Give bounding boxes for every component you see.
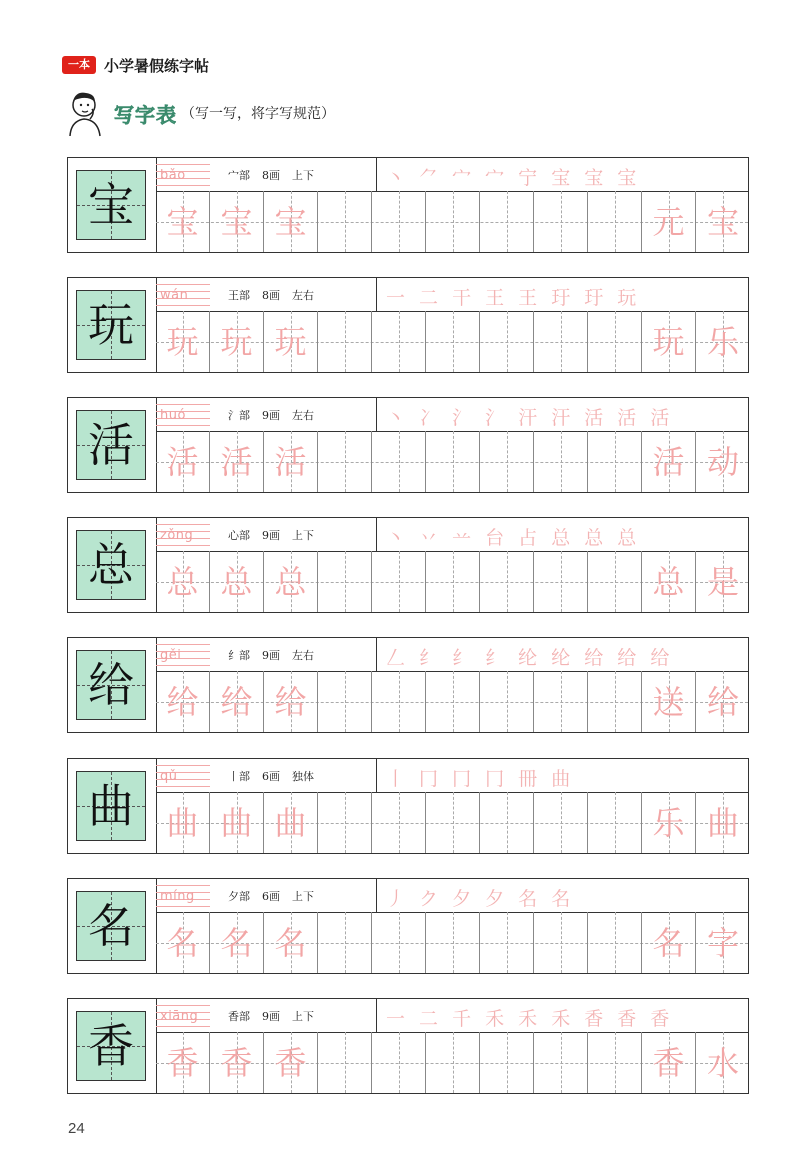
practice-cell[interactable] <box>480 912 534 973</box>
book-title: 小学暑假练字帖 <box>104 56 210 75</box>
trace-character: 香 <box>220 1043 253 1082</box>
trace-character: 名 <box>220 923 253 962</box>
practice-cell[interactable] <box>264 792 318 853</box>
character-card <box>67 637 749 733</box>
practice-cell[interactable] <box>210 431 264 492</box>
pinyin-box <box>156 759 210 792</box>
practice-cell[interactable] <box>372 431 426 492</box>
strokes-count-label: 8画 <box>262 169 280 182</box>
word-character: 水 <box>706 1043 739 1082</box>
practice-cell[interactable] <box>480 431 534 492</box>
model-character: 宝 <box>88 178 134 232</box>
practice-cell[interactable] <box>642 671 696 732</box>
character-card <box>67 157 749 253</box>
practice-cell[interactable] <box>210 1032 264 1093</box>
practice-cell[interactable] <box>480 551 534 612</box>
practice-cell[interactable] <box>480 191 534 252</box>
character-info <box>228 407 326 423</box>
stroke-order: 𠃋 纟 纟 纟 纶 纶 给 给 给 <box>386 647 674 669</box>
character-card <box>67 878 749 974</box>
child-thinking-icon <box>62 89 108 137</box>
strokes-count-label: 6画 <box>262 770 280 783</box>
section-heading <box>62 88 335 138</box>
word-character: 送 <box>652 682 685 721</box>
practice-cell[interactable] <box>480 311 534 372</box>
pinyin-box <box>156 999 210 1032</box>
model-character-box <box>76 410 146 480</box>
practice-cell[interactable] <box>588 551 642 612</box>
radical-label: 香部 <box>228 1010 250 1023</box>
radical-label: 宀部 <box>228 169 250 182</box>
trace-character: 宝 <box>166 202 199 241</box>
pinyin-box <box>156 518 210 551</box>
practice-cell[interactable] <box>264 551 318 612</box>
practice-cell[interactable] <box>696 1032 750 1093</box>
stroke-order: 一 二 千 禾 禾 禾 香 香 香 <box>386 1008 674 1030</box>
trace-character: 香 <box>166 1043 199 1082</box>
word-character: 是 <box>706 562 739 601</box>
word-character: 宝 <box>706 202 739 241</box>
model-character-box <box>76 771 146 841</box>
practice-cell[interactable] <box>210 792 264 853</box>
model-character-box <box>76 530 146 600</box>
practice-cell[interactable] <box>318 1032 372 1093</box>
practice-cell[interactable] <box>642 191 696 252</box>
practice-cell[interactable] <box>642 912 696 973</box>
trace-character: 名 <box>274 923 307 962</box>
pinyin-box <box>156 398 210 431</box>
trace-character: 曲 <box>166 803 199 842</box>
stroke-order: 丶 ⺈ 宀 宀 宁 宝 宝 宝 <box>386 167 641 189</box>
practice-cell[interactable] <box>372 912 426 973</box>
practice-cell[interactable] <box>534 1032 588 1093</box>
practice-grid <box>156 191 748 252</box>
section-title: 写字表 <box>114 102 177 127</box>
header <box>62 52 209 78</box>
strokes-count-label: 9画 <box>262 409 280 422</box>
practice-cell[interactable] <box>588 311 642 372</box>
practice-cell[interactable] <box>588 431 642 492</box>
model-character: 总 <box>88 538 134 592</box>
strokes-count-label: 8画 <box>262 289 280 302</box>
structure-label: 上下 <box>292 1010 314 1023</box>
practice-cell[interactable] <box>588 671 642 732</box>
trace-character: 宝 <box>274 202 307 241</box>
word-character: 乐 <box>706 322 739 361</box>
practice-cell[interactable] <box>264 912 318 973</box>
word-character: 名 <box>652 923 685 962</box>
trace-character: 总 <box>166 562 199 601</box>
practice-grid <box>156 1032 748 1093</box>
practice-cell[interactable] <box>426 551 480 612</box>
character-card <box>67 397 749 493</box>
trace-character: 给 <box>274 682 307 721</box>
structure-label: 独体 <box>292 770 314 783</box>
practice-cell[interactable] <box>588 191 642 252</box>
practice-cell[interactable] <box>642 551 696 612</box>
trace-character: 总 <box>274 562 307 601</box>
practice-cell[interactable] <box>264 1032 318 1093</box>
practice-cell[interactable] <box>426 311 480 372</box>
practice-cell[interactable] <box>210 191 264 252</box>
trace-character: 名 <box>166 923 199 962</box>
practice-cell[interactable] <box>372 311 426 372</box>
strokes-count-label: 9画 <box>262 529 280 542</box>
character-card <box>67 998 749 1094</box>
model-character-box <box>76 290 146 360</box>
stroke-order: 丶 冫 氵 氵 汗 汗 活 活 活 <box>386 407 674 429</box>
model-character-box <box>76 891 146 961</box>
practice-cell[interactable] <box>210 311 264 372</box>
practice-cell[interactable] <box>156 191 210 252</box>
practice-cell[interactable] <box>426 912 480 973</box>
brand-badge: 一本 <box>62 56 96 74</box>
character-info <box>228 167 326 183</box>
character-info <box>228 768 326 784</box>
practice-cell[interactable] <box>534 311 588 372</box>
strokes-count-label: 6画 <box>262 890 280 903</box>
pinyin-box <box>156 158 210 191</box>
pinyin-text: zǒng <box>160 528 194 543</box>
practice-cell[interactable] <box>642 311 696 372</box>
practice-cell[interactable] <box>642 1032 696 1093</box>
model-character: 名 <box>88 899 134 953</box>
practice-cell[interactable] <box>534 191 588 252</box>
practice-cell[interactable] <box>426 792 480 853</box>
radical-label: 夕部 <box>228 890 250 903</box>
structure-label: 左右 <box>292 649 314 662</box>
stroke-order: 丶 丷 䒑 台 占 总 总 总 <box>386 527 641 549</box>
radical-label: 心部 <box>228 529 250 542</box>
model-character: 曲 <box>88 779 134 833</box>
practice-cell[interactable] <box>696 912 750 973</box>
structure-label: 上下 <box>292 529 314 542</box>
practice-cell[interactable] <box>696 792 750 853</box>
trace-character: 总 <box>220 562 253 601</box>
pinyin-text: gěi <box>160 648 182 663</box>
practice-cell[interactable] <box>534 792 588 853</box>
pinyin-text: huó <box>160 408 186 423</box>
practice-cell[interactable] <box>696 551 750 612</box>
character-info <box>228 287 326 303</box>
practice-grid <box>156 792 748 853</box>
practice-cell[interactable] <box>642 431 696 492</box>
character-card <box>67 758 749 854</box>
character-card <box>67 517 749 613</box>
practice-cell[interactable] <box>480 671 534 732</box>
word-character: 乐 <box>652 803 685 842</box>
structure-label: 左右 <box>292 289 314 302</box>
page-number: 24 <box>68 1120 85 1137</box>
practice-cell[interactable] <box>372 671 426 732</box>
practice-cell[interactable] <box>372 191 426 252</box>
practice-cell[interactable] <box>318 551 372 612</box>
radical-label: 纟部 <box>228 649 250 662</box>
pinyin-text: míng <box>160 889 195 904</box>
word-character: 活 <box>652 442 685 481</box>
trace-character: 香 <box>274 1043 307 1082</box>
practice-cell[interactable] <box>588 912 642 973</box>
practice-cell[interactable] <box>534 431 588 492</box>
practice-cell[interactable] <box>264 311 318 372</box>
character-info <box>228 888 326 904</box>
practice-grid <box>156 311 748 372</box>
stroke-order: 一 二 干 王 王 玗 玗 玩 <box>386 287 641 309</box>
practice-cell[interactable] <box>696 311 750 372</box>
practice-cell[interactable] <box>372 1032 426 1093</box>
word-character: 曲 <box>706 803 739 842</box>
practice-cell[interactable] <box>318 671 372 732</box>
practice-cell[interactable] <box>318 311 372 372</box>
word-character: 给 <box>706 682 739 721</box>
stroke-order: 丨 冂 冂 冂 冊 曲 <box>386 768 575 790</box>
trace-character: 玩 <box>220 322 253 361</box>
practice-cell[interactable] <box>156 912 210 973</box>
practice-cell[interactable] <box>264 671 318 732</box>
structure-label: 上下 <box>292 890 314 903</box>
model-character: 活 <box>88 418 134 472</box>
practice-cell[interactable] <box>318 431 372 492</box>
practice-cell[interactable] <box>264 431 318 492</box>
practice-cell[interactable] <box>426 191 480 252</box>
model-character: 给 <box>88 658 134 712</box>
model-character-box <box>76 170 146 240</box>
radical-label: 氵部 <box>228 409 250 422</box>
model-character-box <box>76 1011 146 1081</box>
practice-cell[interactable] <box>588 1032 642 1093</box>
practice-cell[interactable] <box>696 671 750 732</box>
word-character: 字 <box>706 923 739 962</box>
word-character: 总 <box>652 562 685 601</box>
practice-cell[interactable] <box>372 792 426 853</box>
character-info <box>228 647 326 663</box>
word-character: 香 <box>652 1043 685 1082</box>
pinyin-box <box>156 879 210 912</box>
radical-label: 丨部 <box>228 770 250 783</box>
practice-cell[interactable] <box>264 191 318 252</box>
pinyin-box <box>156 278 210 311</box>
practice-cell[interactable] <box>318 912 372 973</box>
practice-cell[interactable] <box>156 671 210 732</box>
practice-cell[interactable] <box>696 431 750 492</box>
practice-cell[interactable] <box>642 792 696 853</box>
trace-character: 玩 <box>274 322 307 361</box>
practice-grid <box>156 671 748 732</box>
practice-cell[interactable] <box>156 792 210 853</box>
character-card <box>67 277 749 373</box>
trace-character: 活 <box>166 442 199 481</box>
pinyin-text: xiāng <box>160 1009 199 1024</box>
practice-cell[interactable] <box>426 1032 480 1093</box>
trace-character: 曲 <box>220 803 253 842</box>
practice-cell[interactable] <box>696 191 750 252</box>
pinyin-text: bǎo <box>160 168 186 183</box>
character-info <box>228 527 326 543</box>
character-info <box>228 1008 326 1024</box>
practice-cell[interactable] <box>156 551 210 612</box>
practice-grid <box>156 551 748 612</box>
trace-character: 活 <box>274 442 307 481</box>
pinyin-box <box>156 638 210 671</box>
practice-cell[interactable] <box>318 792 372 853</box>
practice-grid <box>156 431 748 492</box>
practice-cell[interactable] <box>534 551 588 612</box>
word-character: 玩 <box>652 322 685 361</box>
model-character: 玩 <box>88 298 134 352</box>
practice-cell[interactable] <box>534 671 588 732</box>
trace-character: 宝 <box>220 202 253 241</box>
word-character: 动 <box>706 442 739 481</box>
trace-character: 给 <box>166 682 199 721</box>
practice-cell[interactable] <box>534 912 588 973</box>
practice-cell[interactable] <box>480 792 534 853</box>
strokes-count-label: 9画 <box>262 649 280 662</box>
structure-label: 左右 <box>292 409 314 422</box>
practice-grid <box>156 912 748 973</box>
stroke-order: 丿 ク 夕 夕 名 名 <box>386 888 575 910</box>
practice-cell[interactable] <box>426 431 480 492</box>
practice-cell[interactable] <box>480 1032 534 1093</box>
section-subtitle: （写一写，将字写规范） <box>181 106 335 122</box>
pinyin-text: qǔ <box>160 769 178 784</box>
practice-cell[interactable] <box>156 431 210 492</box>
practice-cell[interactable] <box>156 311 210 372</box>
practice-cell[interactable] <box>210 671 264 732</box>
strokes-count-label: 9画 <box>262 1010 280 1023</box>
practice-cell[interactable] <box>426 671 480 732</box>
trace-character: 玩 <box>166 322 199 361</box>
practice-cell[interactable] <box>210 551 264 612</box>
trace-character: 活 <box>220 442 253 481</box>
model-character-box <box>76 650 146 720</box>
radical-label: 王部 <box>228 289 250 302</box>
trace-character: 曲 <box>274 803 307 842</box>
word-character: 元 <box>652 202 685 241</box>
practice-cell[interactable] <box>372 551 426 612</box>
trace-character: 给 <box>220 682 253 721</box>
model-character: 香 <box>88 1019 134 1073</box>
pinyin-text: wán <box>160 288 189 303</box>
structure-label: 上下 <box>292 169 314 182</box>
practice-cell[interactable] <box>588 792 642 853</box>
practice-cell[interactable] <box>318 191 372 252</box>
practice-cell[interactable] <box>210 912 264 973</box>
practice-cell[interactable] <box>156 1032 210 1093</box>
